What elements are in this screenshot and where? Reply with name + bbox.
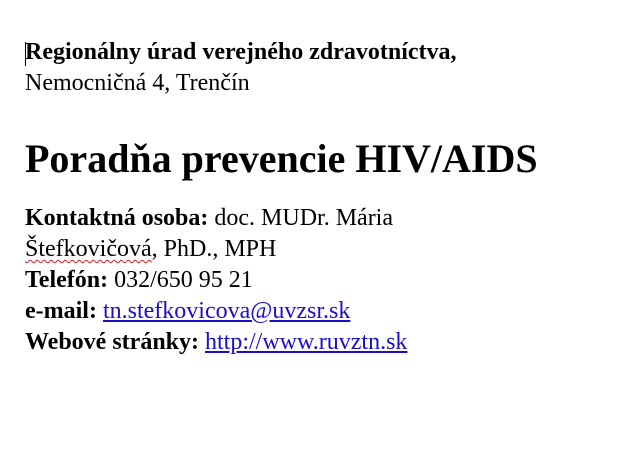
contact-person-line-1 <box>25 203 625 234</box>
contact-person-titles: , PhD., MPH <box>151 236 277 262</box>
page-title: Poradňa prevencie HIV/AIDS <box>25 136 538 181</box>
website-line <box>25 327 625 358</box>
website-label: Webové stránky: <box>25 329 199 355</box>
contact-person-surname: Štefkovičová <box>25 236 152 262</box>
email-label: e-mail: <box>25 298 97 324</box>
phone-line <box>25 265 625 296</box>
phone-label: Telefón: <box>25 267 109 293</box>
email-link[interactable]: tn.stefkovicova@uvzsr.sk <box>102 298 351 324</box>
organization-name: Regionálny úrad verejného zdravotníctva, <box>25 39 457 65</box>
email-line <box>25 296 625 327</box>
contact-person-name: doc. MUDr. Mária <box>214 205 394 231</box>
organization-address: Nemocničná 4, Trenčín <box>25 70 250 96</box>
phone-value: 032/650 95 21 <box>114 267 253 293</box>
contact-person-label: Kontaktná osoba: <box>25 205 209 231</box>
contact-person-line-2 <box>25 234 625 265</box>
document-body <box>25 37 625 358</box>
website-link[interactable]: http://www.ruvztn.sk <box>205 329 408 355</box>
